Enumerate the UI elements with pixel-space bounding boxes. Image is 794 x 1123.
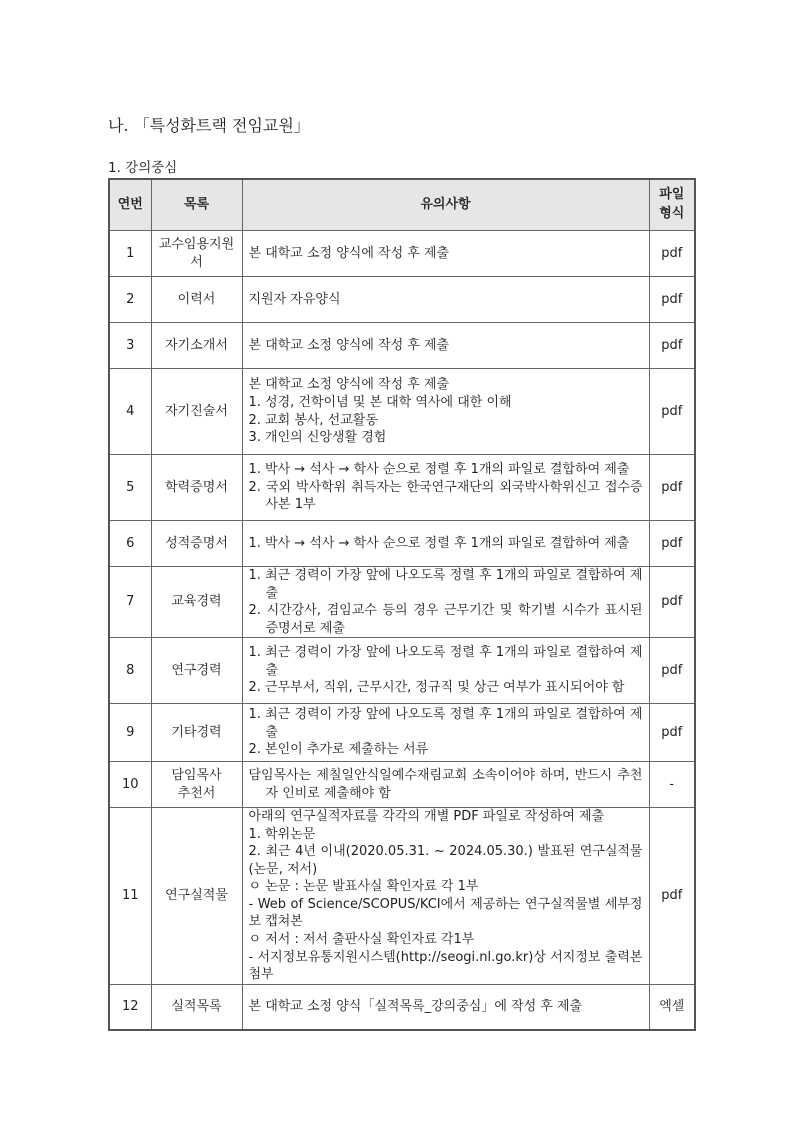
note-line: 1. 최근 경력이 가장 앞에 나오도록 정렬 후 1개의 파일로 결합하여 제출	[248, 707, 643, 740]
row-note	[242, 567, 649, 638]
note-line: 2. 국외 박사학위 취득자는 한국연구재단의 외국박사학위신고 접수증 사본 1부	[248, 479, 643, 513]
header-item: 목록	[151, 179, 242, 231]
table-row	[109, 638, 695, 704]
row-format: pdf	[649, 323, 695, 369]
row-format: pdf	[649, 455, 695, 521]
row-number: 10	[109, 762, 151, 808]
header-format: 파일 형식	[649, 179, 695, 231]
table-row	[109, 808, 695, 984]
row-number: 5	[109, 455, 151, 521]
row-number: 11	[109, 808, 151, 984]
note-line: 본 대학교 소정 양식에 작성 후 제출	[248, 245, 450, 261]
note-list	[249, 245, 643, 263]
note-line: 본 대학교 소정 양식「실적목록_강의중심」에 작성 후 제출	[248, 999, 583, 1015]
row-format: pdf	[649, 567, 695, 638]
note-list	[249, 706, 643, 759]
row-note	[242, 455, 649, 521]
row-note	[242, 808, 649, 984]
row-number: 4	[109, 369, 151, 455]
section-title: 나. 「특성화트랙 전임교원」	[108, 116, 310, 135]
note-line: 담임목사는 제칠일안식일예수재림교회 소속이어야 하며, 반드시 추천자 인비로 제출해야 함	[248, 768, 643, 801]
note-list	[249, 567, 643, 637]
row-number: 12	[109, 984, 151, 1030]
note-line: 본 대학교 소정 양식에 작성 후 제출	[248, 377, 450, 393]
sub-title: 1. 강의중심	[108, 160, 178, 176]
row-item: 담임목사 추천서	[151, 762, 242, 808]
row-note	[242, 762, 649, 808]
note-line: 2. 근무부서, 직위, 근무시간, 정규직 및 상근 여부가 표시되어야 함	[248, 680, 625, 696]
row-format: -	[649, 762, 695, 808]
table-header-row	[109, 179, 695, 231]
table-row	[109, 323, 695, 369]
note-list	[249, 826, 643, 984]
note-list	[249, 998, 643, 1016]
row-item: 이력서	[151, 277, 242, 323]
row-item: 연구경력	[151, 638, 242, 704]
table-row	[109, 231, 695, 277]
note-line: 1. 성경, 건학이념 및 본 대학 역사에 대한 이해	[248, 394, 512, 410]
row-note	[242, 231, 649, 277]
table-body	[109, 231, 695, 1031]
row-number: 2	[109, 277, 151, 323]
row-note	[242, 638, 649, 704]
row-number: 3	[109, 323, 151, 369]
table-row	[109, 704, 695, 762]
table-row	[109, 277, 695, 323]
note-lead: 아래의 연구실적자료를 각각의 개별 PDF 파일로 작성하여 제출	[248, 809, 605, 825]
row-number: 8	[109, 638, 151, 704]
row-note	[242, 704, 649, 762]
row-format: 엑셀	[649, 984, 695, 1030]
table-row	[109, 521, 695, 567]
row-item: 교육경력	[151, 567, 242, 638]
header-note: 유의사항	[242, 179, 649, 231]
row-note	[242, 277, 649, 323]
note-line: 1. 박사 → 석사 → 학사 순으로 정렬 후 1개의 파일로 결합하여 제출	[248, 462, 630, 478]
note-line: 1. 최근 경력이 가장 앞에 나오도록 정렬 후 1개의 파일로 결합하여 제출	[248, 568, 643, 601]
note-list	[249, 376, 643, 446]
row-item: 교수임용지원서	[151, 231, 242, 277]
table-row	[109, 455, 695, 521]
row-format: pdf	[649, 277, 695, 323]
note-line: ㅇ 저서 : 저서 출판사실 확인자료 각1부	[248, 932, 475, 948]
note-line: 1. 학위논문	[248, 826, 316, 842]
row-item: 학력증명서	[151, 455, 242, 521]
row-note	[242, 984, 649, 1030]
row-note	[242, 323, 649, 369]
table-row	[109, 984, 695, 1030]
note-line: 3. 개인의 신앙생활 경험	[248, 430, 387, 446]
row-format: pdf	[649, 521, 695, 567]
note-line: 2. 시간강사, 겸임교수 등의 경우 근무기간 및 학기별 시수가 표시된 증명서로 제출	[248, 603, 643, 636]
note-line: - Web of Science/SCOPUS/KCI에서 제공하는 연구실적물별 세부정보 캡쳐본	[248, 896, 643, 930]
note-line: ㅇ 논문 : 논문 발표사실 확인자료 각 1부	[248, 879, 479, 895]
note-line: 2. 교회 봉사, 선교활동	[248, 412, 378, 428]
row-item: 자기소개서	[151, 323, 242, 369]
row-item: 성적증명서	[151, 521, 242, 567]
row-format: pdf	[649, 638, 695, 704]
note-list	[249, 767, 643, 802]
note-line: 본 대학교 소정 양식에 작성 후 제출	[248, 337, 450, 353]
row-format: pdf	[649, 369, 695, 455]
note-list	[249, 461, 643, 514]
row-number: 7	[109, 567, 151, 638]
row-item: 기타경력	[151, 704, 242, 762]
row-format: pdf	[649, 808, 695, 984]
note-list	[249, 337, 643, 355]
note-line: - 서지정보유통지원시스템(http://seogi.nl.go.kr)상 서지정보 출력본 첨부	[248, 949, 643, 983]
row-format: pdf	[649, 231, 695, 277]
row-note	[242, 369, 649, 455]
note-list	[249, 291, 643, 309]
table-row	[109, 762, 695, 808]
table-row	[109, 567, 695, 638]
row-format: pdf	[649, 704, 695, 762]
row-item: 실적목록	[151, 984, 242, 1030]
row-item: 자기진술서	[151, 369, 242, 455]
row-number: 9	[109, 704, 151, 762]
row-number: 1	[109, 231, 151, 277]
table-row	[109, 369, 695, 455]
note-line: 1. 최근 경력이 가장 앞에 나오도록 정렬 후 1개의 파일로 결합하여 제출	[248, 645, 643, 678]
note-line: 지원자 자유양식	[248, 291, 341, 307]
requirements-table	[108, 178, 696, 1031]
note-list	[249, 535, 643, 553]
note-line: 2. 본인이 추가로 제출하는 서류	[248, 742, 429, 758]
row-note	[242, 521, 649, 567]
note-line: 2. 최근 4년 이내(2020.05.31. ~ 2024.05.30.) 발표된 연구실적물(논문, 저서)	[248, 844, 643, 877]
header-no: 연번	[109, 179, 151, 231]
row-item: 연구실적물	[151, 808, 242, 984]
row-number: 6	[109, 521, 151, 567]
note-list	[249, 644, 643, 697]
note-line: 1. 박사 → 석사 → 학사 순으로 정렬 후 1개의 파일로 결합하여 제출	[248, 535, 630, 551]
